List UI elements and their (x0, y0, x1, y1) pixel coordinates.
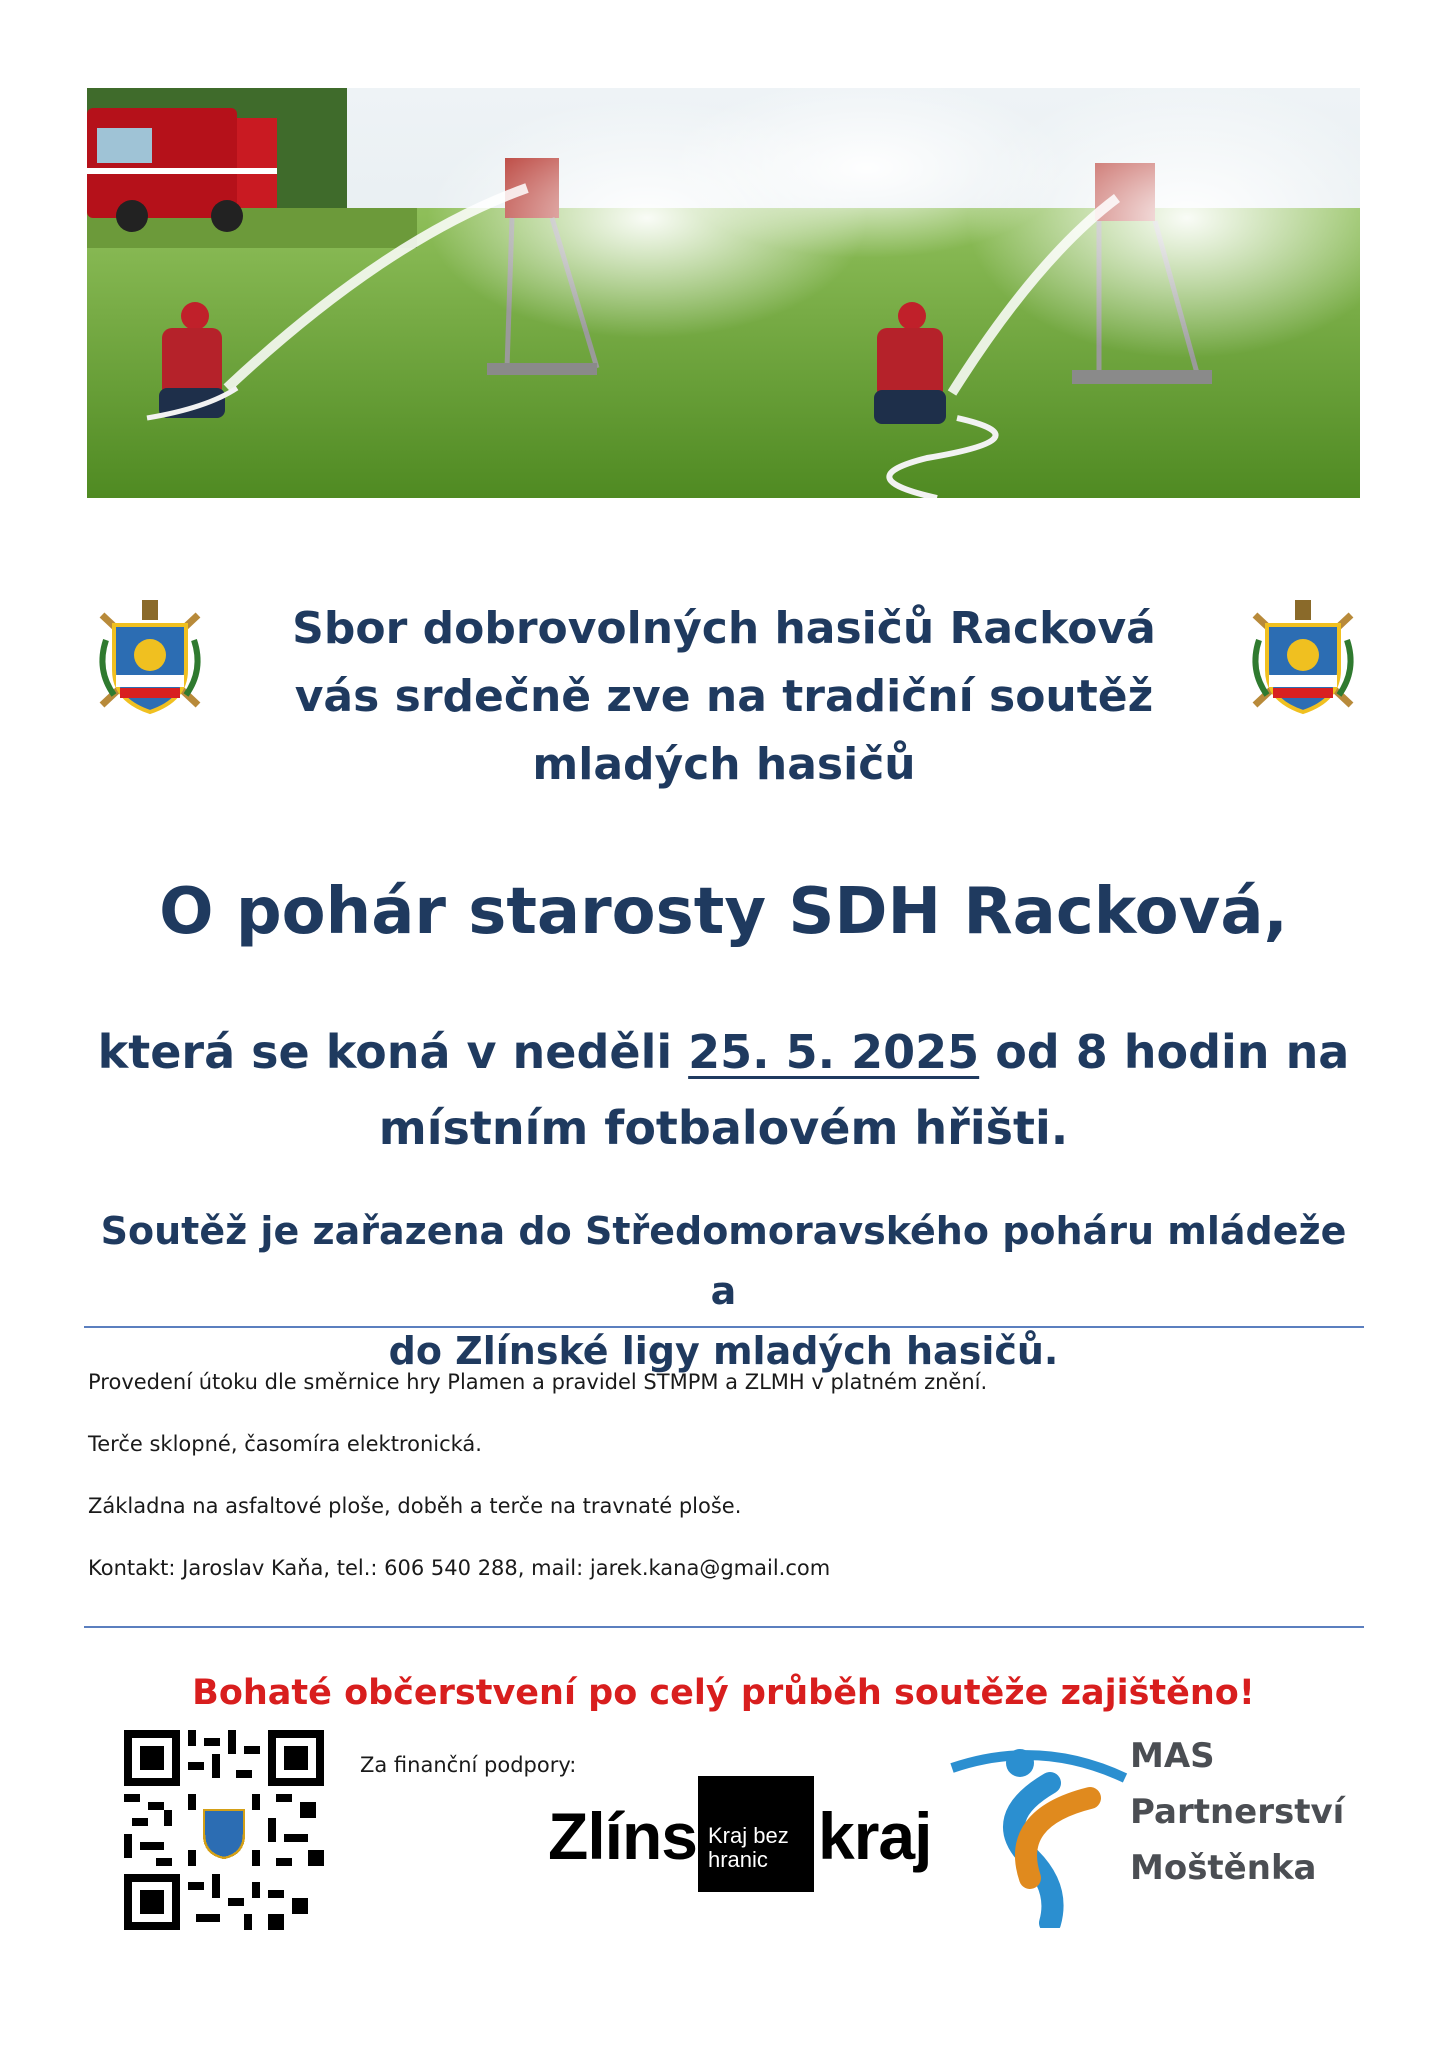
divider (84, 1626, 1364, 1628)
fire-brigade-crest-icon (1245, 600, 1361, 718)
league-line-1: Soutěž je zařazena do Středomoravského poháru mládeže a (100, 1209, 1347, 1313)
mas-line-2: Partnerství (1130, 1792, 1345, 1832)
detail-rules: Provedení útoku dle směrnice hry Plamen a pravidel STMPM a ZLMH v platném znění. (88, 1370, 988, 1394)
zlin-slogan-box (698, 1776, 814, 1892)
mas-line-1: MAS (1130, 1736, 1215, 1776)
detail-contact: Kontakt: Jaroslav Kaňa, tel.: 606 540 288, mail: jarek.kana@gmail.com (88, 1556, 831, 1580)
when-place: místním fotbalovém hřišti. (378, 1101, 1069, 1155)
league-line-2: do Zlínské ligy mladých hasičů. (388, 1329, 1059, 1373)
zlin-region-logo (548, 1776, 948, 1894)
league-info (87, 1201, 1360, 1381)
zlin-slogan-line-2: hranic (708, 1847, 768, 1872)
qr-code[interactable] (124, 1730, 324, 1930)
refreshments-note: Bohaté občerstvení po celý průběh soutěže zajištěno! (192, 1673, 1255, 1713)
intro-line-1: Sbor dobrovolných hasičů Racková (292, 603, 1156, 654)
when-prefix: která se koná v neděli (97, 1025, 673, 1079)
mas-partnerstvi-logo (950, 1728, 1350, 1928)
mas-swoosh-icon (950, 1728, 1130, 1928)
intro-line-2: vás srdečně zve na tradiční soutěž (294, 671, 1154, 722)
support-label: Za finanční podpory: (360, 1753, 577, 1777)
divider (84, 1326, 1364, 1328)
zlin-slogan-line-1: Kraj bez (708, 1823, 789, 1848)
fire-brigade-crest-icon (92, 600, 208, 718)
zlin-word-left: Zlíns (548, 1799, 698, 1873)
hero-photo (87, 88, 1360, 498)
detail-targets: Terče sklopné, časomíra elektronická. (88, 1432, 482, 1456)
zlin-word-right: kraj (818, 1799, 932, 1873)
mas-line-3: Moštěnka (1130, 1848, 1317, 1888)
event-date: 25. 5. 2025 (688, 1025, 980, 1079)
invitation-heading (200, 595, 1248, 799)
detail-surface: Základna na asfaltové ploše, doběh a terče na travnaté ploše. (88, 1494, 742, 1518)
when-suffix: od 8 hodin na (995, 1025, 1350, 1079)
firefighter-competition-photo (87, 88, 1360, 498)
intro-line-3: mladých hasičů (532, 739, 916, 790)
event-when (87, 1014, 1360, 1166)
event-title: O pohár starosty SDH Racková, (159, 875, 1288, 949)
